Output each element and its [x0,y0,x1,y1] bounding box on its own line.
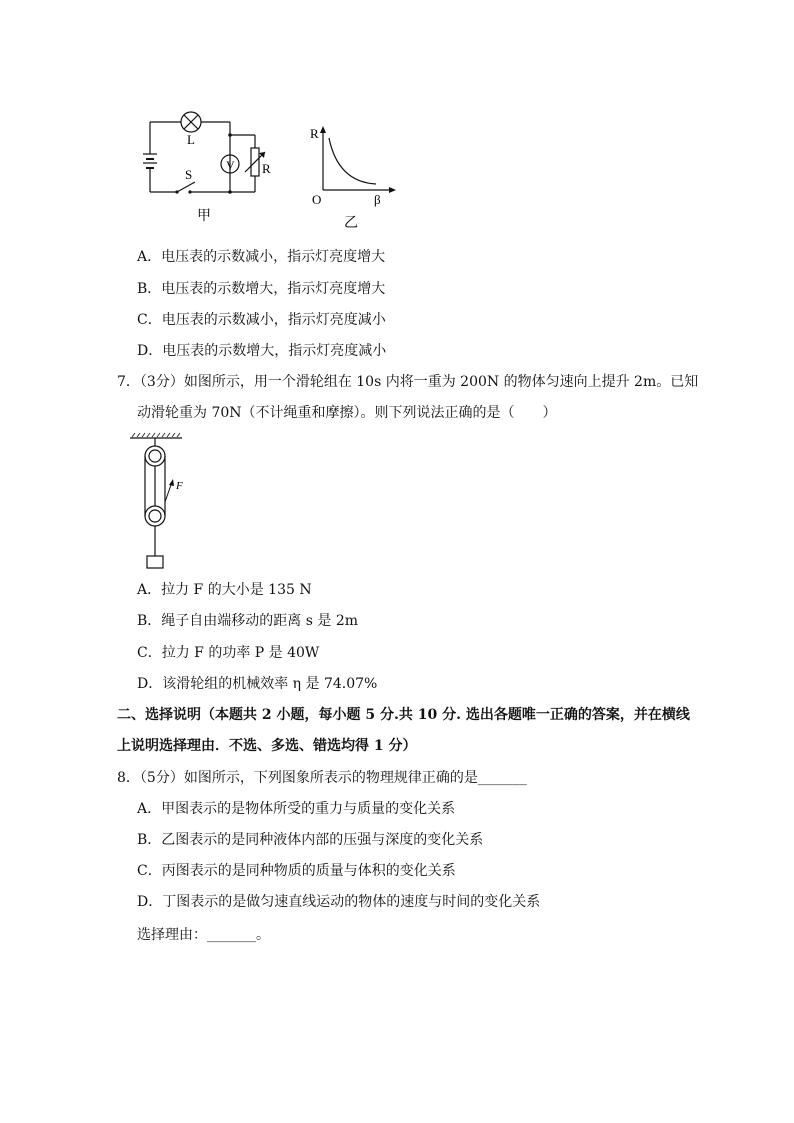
q6-option-d: D．电压表的示数增大，指示灯亮度减小 [137,343,387,359]
section-2-heading-line2: 上说明选择理由．不选、多选、错选均得 1 分） [117,738,417,754]
graph-origin-label: O [312,192,322,207]
q8-option-c: C．丙图表示的是同种物质的质量与体积的变化关系 [137,863,456,879]
q8-stem: 8．（5分）如图所示，下列图象所表示的物理规律正确的是_______ [117,770,527,786]
q6-option-b: B．电压表的示数增大，指示灯亮度增大 [137,281,386,297]
circuit-diagram [140,108,290,228]
q7-option-b: B．绳子自由端移动的距离 s 是 2m [137,613,359,629]
q7-option-d: D．该滑轮组的机械效率 η 是 74.07% [137,676,378,692]
q7-stem-line1: 7．（3分）如图所示，用一个滑轮组在 10s 内将一重为 200N 的物体匀速向上提升 2m。已知 [117,374,699,390]
q8-option-d: D．丁图表示的是做匀速直线运动的物体的速度与时间的变化关系 [137,894,541,910]
resistance-graph [306,124,406,234]
resistor-label: R [262,161,271,176]
switch-label: S [185,167,193,182]
q8-option-a: A．甲图表示的是物体所受的重力与质量的变化关系 [137,801,456,817]
q8-reason: 选择理由：_______。 [137,927,270,943]
graph-caption: 乙 [344,216,358,231]
section-2-heading-line1: 二、选择说明（本题共 2 小题，每小题 5 分.共 10 分. 选出各题唯一正确的答案，并在横线 [117,707,690,723]
q7-stem-line2: 动滑轮重为 70N（不计绳重和摩擦）。则下列说法正确的是（ ） [137,405,557,421]
lamp-label: L [187,132,195,147]
q7-option-c: C．拉力 F 的功率 P 是 40W [137,645,320,661]
pulley-diagram [125,432,195,574]
graph-y-label: R [310,126,319,141]
q8-option-b: B．乙图表示的是同种液体内部的压强与深度的变化关系 [137,832,484,848]
voltmeter-label: V [226,158,235,172]
q6-option-a: A．电压表的示数减小，指示灯亮度增大 [137,249,386,265]
q6-option-c: C．电压表的示数减小，指示灯亮度减小 [137,312,386,328]
force-label: F [176,480,183,492]
q7-option-a: A．拉力 F 的大小是 135 N [137,582,312,598]
graph-x-label: β [374,192,381,207]
circuit-caption: 甲 [197,209,211,224]
